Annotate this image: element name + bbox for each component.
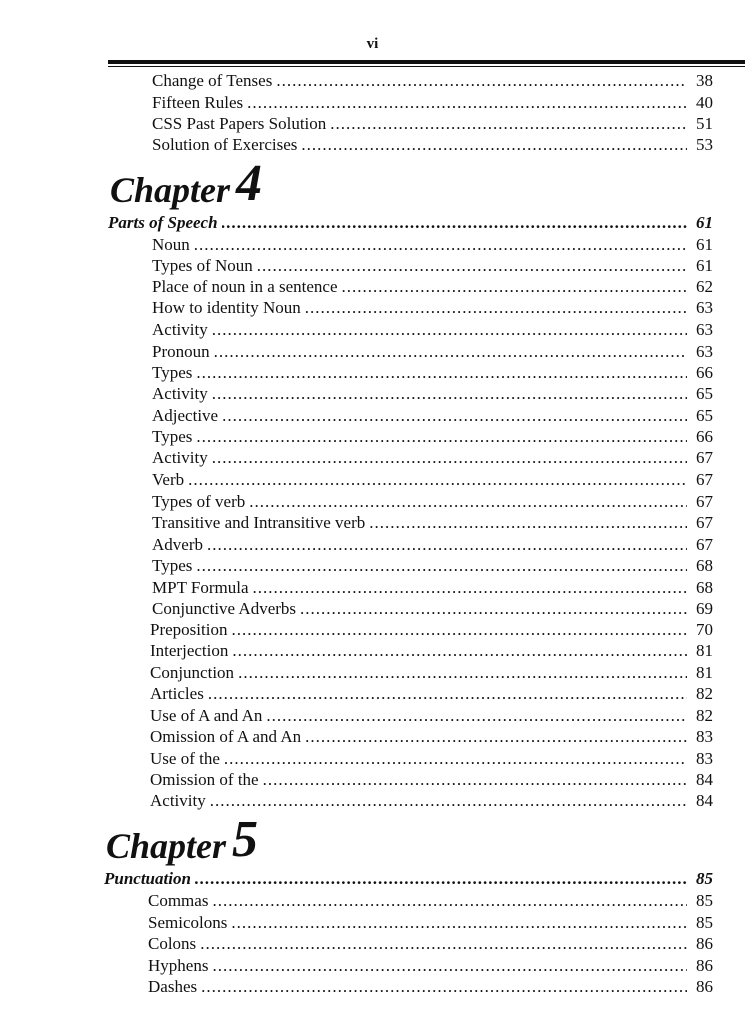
toc-entry[interactable]: [0, 534, 745, 555]
toc-entry[interactable]: [0, 512, 745, 533]
dot-leader: [305, 297, 687, 318]
toc-entry[interactable]: [0, 769, 745, 790]
dot-leader: [342, 276, 687, 297]
toc-entry-title: Types of Noun: [152, 256, 253, 275]
toc-entry-page: 82: [696, 706, 713, 725]
toc-entry-page: 65: [696, 406, 713, 425]
toc-section-page: 85: [696, 869, 713, 888]
dot-leader: [232, 640, 687, 661]
toc-entry[interactable]: [0, 362, 745, 383]
dot-leader: [276, 70, 687, 91]
toc-entry-title: Articles: [150, 684, 204, 703]
toc-entry-title: Use of the: [150, 749, 220, 768]
toc-entry-page: 67: [696, 470, 713, 489]
toc-entry[interactable]: [0, 297, 745, 318]
toc-entry-title: Semicolons: [148, 913, 228, 932]
toc-entry-page: 40: [696, 93, 713, 112]
toc-entry-title: Activity: [152, 320, 208, 339]
toc-entry-page: 68: [696, 556, 713, 575]
toc-section-page: 61: [696, 213, 713, 232]
toc-entry[interactable]: [0, 890, 745, 911]
toc-entry-title: Verb: [152, 470, 185, 489]
toc-entry-title: Commas: [148, 891, 209, 910]
toc-entry[interactable]: [0, 598, 745, 619]
toc-entry-page: 86: [696, 977, 713, 996]
dot-leader: [212, 447, 687, 468]
page-number: vi: [366, 36, 379, 52]
toc-entry[interactable]: [0, 790, 745, 811]
toc-entry-page: 85: [696, 913, 713, 932]
toc-entry-page: 67: [696, 535, 713, 554]
toc-entry-page: 67: [696, 492, 713, 511]
toc-entry[interactable]: [0, 276, 745, 297]
dot-leader: [369, 512, 687, 533]
toc-entry[interactable]: [0, 70, 745, 91]
toc-entry[interactable]: [0, 469, 745, 490]
dot-leader: [301, 134, 687, 155]
toc-entry[interactable]: [0, 640, 745, 661]
dot-leader: [266, 705, 687, 726]
toc-entry-page: 67: [696, 448, 713, 467]
toc-entry-title: Fifteen Rules: [152, 93, 244, 112]
toc-entry-page: 82: [696, 684, 713, 703]
dot-leader: [249, 491, 687, 512]
toc-entry-page: 83: [696, 727, 713, 746]
dot-leader: [330, 113, 687, 134]
toc-entry-page: 69: [696, 599, 713, 618]
toc-entry-title: Noun: [152, 235, 190, 254]
toc-entry-title: MPT Formula: [152, 578, 249, 597]
dot-leader: [305, 726, 687, 747]
chapter-heading: [110, 155, 263, 212]
toc-entry-page: 81: [696, 663, 713, 682]
toc-entry[interactable]: [0, 705, 745, 726]
dot-leader: [188, 469, 687, 490]
toc-entry[interactable]: [0, 683, 745, 704]
toc-entry[interactable]: [0, 491, 745, 512]
toc-entry[interactable]: [0, 976, 745, 997]
dot-leader: [196, 362, 687, 383]
dot-leader: [207, 534, 687, 555]
toc-entry-page: 63: [696, 298, 713, 317]
toc-entry[interactable]: [0, 619, 745, 640]
toc-entry-title: Types: [152, 363, 193, 382]
toc-entry[interactable]: [0, 955, 745, 976]
toc-entry-page: 66: [696, 427, 713, 446]
dot-leader: [201, 976, 687, 997]
toc-entry[interactable]: [0, 577, 745, 598]
toc-entry-page: 83: [696, 749, 713, 768]
dot-leader: [231, 619, 687, 640]
toc-entry[interactable]: [0, 426, 745, 447]
toc-entry-page: 63: [696, 320, 713, 339]
toc-section-title: Punctuation: [104, 869, 191, 888]
toc-entry[interactable]: [0, 555, 745, 576]
dot-leader: [195, 868, 687, 889]
dot-leader: [196, 555, 687, 576]
toc-entry-page: 86: [696, 956, 713, 975]
toc-section[interactable]: [0, 212, 745, 233]
dot-leader: [212, 955, 687, 976]
toc-entry[interactable]: [0, 405, 745, 426]
chapter-number: 5: [232, 811, 259, 868]
dot-leader: [224, 748, 687, 769]
toc-entry[interactable]: [0, 933, 745, 954]
dot-leader: [212, 890, 687, 911]
toc-entry-page: 70: [696, 620, 713, 639]
toc-entry-title: Omission of the: [150, 770, 259, 789]
toc-section-title: Parts of Speech: [108, 213, 218, 232]
dot-leader: [200, 933, 687, 954]
toc-entry-title: Activity: [152, 384, 208, 403]
toc-entry-title: CSS Past Papers Solution: [152, 114, 327, 133]
toc-entry[interactable]: [0, 383, 745, 404]
toc-entry-page: 84: [696, 770, 713, 789]
toc-entry-title: Dashes: [148, 977, 198, 996]
toc-entry[interactable]: [0, 234, 745, 255]
toc-entry[interactable]: [0, 447, 745, 468]
dot-leader: [257, 255, 687, 276]
toc-entry-page: 65: [696, 384, 713, 403]
dot-leader: [263, 769, 687, 790]
toc-entry-title: Place of noun in a sentence: [152, 277, 338, 296]
toc-entry-title: Solution of Exercises: [152, 135, 298, 154]
toc-entry-title: Activity: [152, 448, 208, 467]
toc-entry-title: Conjunction: [150, 663, 235, 682]
toc-entry-title: Pronoun: [152, 342, 210, 361]
dot-leader: [208, 683, 687, 704]
header-rule-thin: [108, 66, 745, 67]
toc-entry-page: 86: [696, 934, 713, 953]
toc-entry[interactable]: [0, 662, 745, 683]
toc-entry-title: Hyphens: [148, 956, 209, 975]
toc-entry[interactable]: [0, 726, 745, 747]
toc-entry[interactable]: [0, 912, 745, 933]
toc-entry-title: Interjection: [150, 641, 229, 660]
toc-entry-page: 61: [696, 235, 713, 254]
toc-entry-page: 51: [696, 114, 713, 133]
toc-entry-title: Use of A and An: [150, 706, 263, 725]
toc-entry-page: 68: [696, 578, 713, 597]
toc-entry-title: Change of Tenses: [152, 71, 273, 90]
dot-leader: [222, 405, 687, 426]
dot-leader: [253, 577, 687, 598]
toc-entry[interactable]: [0, 748, 745, 769]
toc-entry[interactable]: [0, 113, 745, 134]
dot-leader: [212, 383, 687, 404]
chapter-number: 4: [236, 155, 263, 212]
toc-entry-title: Adverb: [152, 535, 203, 554]
dot-leader: [212, 319, 687, 340]
chapter-word: Chapter: [110, 170, 231, 210]
dot-leader: [194, 234, 687, 255]
toc-entry-title: Types: [152, 427, 193, 446]
toc-entry-page: 38: [696, 71, 713, 90]
dot-leader: [222, 212, 687, 233]
toc-entry-page: 63: [696, 342, 713, 361]
dot-leader: [231, 912, 687, 933]
toc-section[interactable]: [0, 868, 745, 889]
toc-entry-page: 66: [696, 363, 713, 382]
dot-leader: [214, 341, 687, 362]
toc-entry[interactable]: [0, 341, 745, 362]
toc-entry-title: Colons: [148, 934, 197, 953]
toc-entry-page: 85: [696, 891, 713, 910]
toc-entry[interactable]: [0, 134, 745, 155]
toc-entry-title: Activity: [150, 791, 206, 810]
dot-leader: [247, 92, 687, 113]
chapter-word: Chapter: [106, 826, 227, 866]
header-rule-thick: [108, 60, 745, 64]
toc-entry-title: Preposition: [150, 620, 228, 639]
toc-entry-title: Types: [152, 556, 193, 575]
toc-entry[interactable]: [0, 92, 745, 113]
toc-entry-page: 81: [696, 641, 713, 660]
toc-entry-title: Types of verb: [152, 492, 246, 511]
chapter-heading: [106, 811, 259, 868]
toc-entry-title: Conjunctive Adverbs: [152, 599, 297, 618]
toc-entry[interactable]: [0, 319, 745, 340]
dot-leader: [196, 426, 687, 447]
toc-entry-title: How to identity Noun: [152, 298, 301, 317]
dot-leader: [238, 662, 687, 683]
toc-entry-page: 61: [696, 256, 713, 275]
toc-entry-page: 84: [696, 791, 713, 810]
dot-leader: [300, 598, 687, 619]
toc-entry-page: 62: [696, 277, 713, 296]
toc-entry-page: 53: [696, 135, 713, 154]
toc-entry-title: Omission of A and An: [150, 727, 302, 746]
toc-entry[interactable]: [0, 255, 745, 276]
toc-entry-page: 67: [696, 513, 713, 532]
toc-entry-title: Transitive and Intransitive verb: [152, 513, 366, 532]
dot-leader: [210, 790, 687, 811]
toc-entry-title: Adjective: [152, 406, 219, 425]
